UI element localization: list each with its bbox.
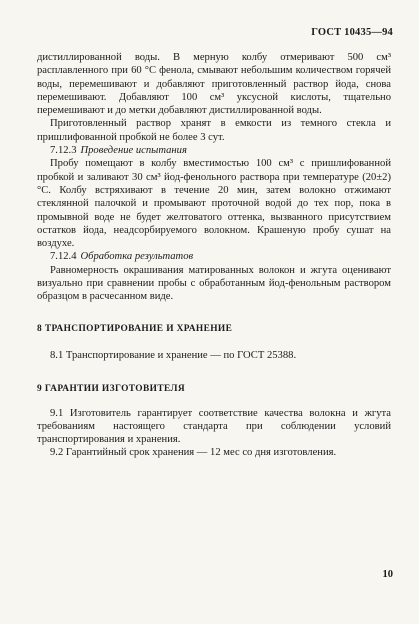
document-body — [37, 51, 391, 460]
document-number-header: ГОСТ 10435—94 — [311, 27, 393, 38]
page-number: 10 — [382, 569, 393, 580]
paragraph-9-2: 9.2 Гарантийный срок хранения — 12 мес со дня изготовления. — [50, 447, 337, 459]
paragraph-8-1: 8.1 Транспортирование и хранение — по ГОСТ 25388. — [50, 349, 297, 361]
subheading-title: Обработка результатов — [80, 251, 194, 263]
paragraph-results: Равномерность окрашивания матированных волокон и жгута оценивают визуально при сравнении пробы с обработанным йод-фенольным раствором образцом в расчесанном виде. — [37, 264, 391, 303]
paragraph-solution-prep: дистиллированной воды. В мерную колбу отмеривают 500 см³ расплавленного при 60 °С фенола, смывают небольшим количеством горячей воды, перемешивают и добавляют приготовленный раствор йода, снова перемешивают. Добавляют 100 см³ уксусной кислоты, тщательно перемешивают и до метки добавляют дистиллированной воды. — [37, 52, 391, 117]
section-9-title: 9 ГАРАНТИИ ИЗГОТОВИТЕЛЯ — [37, 384, 186, 395]
paragraph-solution-storage: Приготовленный раствор хранят в емкости из темного стекла и пришлифованной пробкой не более 3 сут. — [37, 118, 391, 143]
subheading-number: 7.12.4 — [50, 251, 77, 263]
subheading-7-12-4 — [37, 250, 391, 263]
subheading-number: 7.12.3 — [50, 145, 77, 157]
subheading-title: Проведение испытания — [80, 145, 187, 157]
subheading-7-12-3 — [37, 144, 391, 157]
paragraph-9-1: 9.1 Изготовитель гарантирует соответствие качества волокна и жгута требованиям настоящего стандарта при соблюдении условий транспортирования и хранения. — [37, 407, 391, 446]
paragraph-test-procedure: Пробу помещают в колбу вместимостью 100 см³ с пришлифованной пробкой и заливают 30 см³ йод-фенольного раствора при температуре (20±2)°С. Колбу встряхивают в течение 20 мин, затем волокно отжимают стеклянной палочкой и промывают проточной водой до тех пор, пока в промывной воде не будет желтоватого оттенка, вызванного присутствием остатков йода, неадсорбируемого волокном. Крашеную пробу сушат на воздухе. — [37, 158, 391, 250]
section-8-title: 8 ТРАНСПОРТИРОВАНИЕ И ХРАНЕНИЕ — [37, 323, 233, 334]
